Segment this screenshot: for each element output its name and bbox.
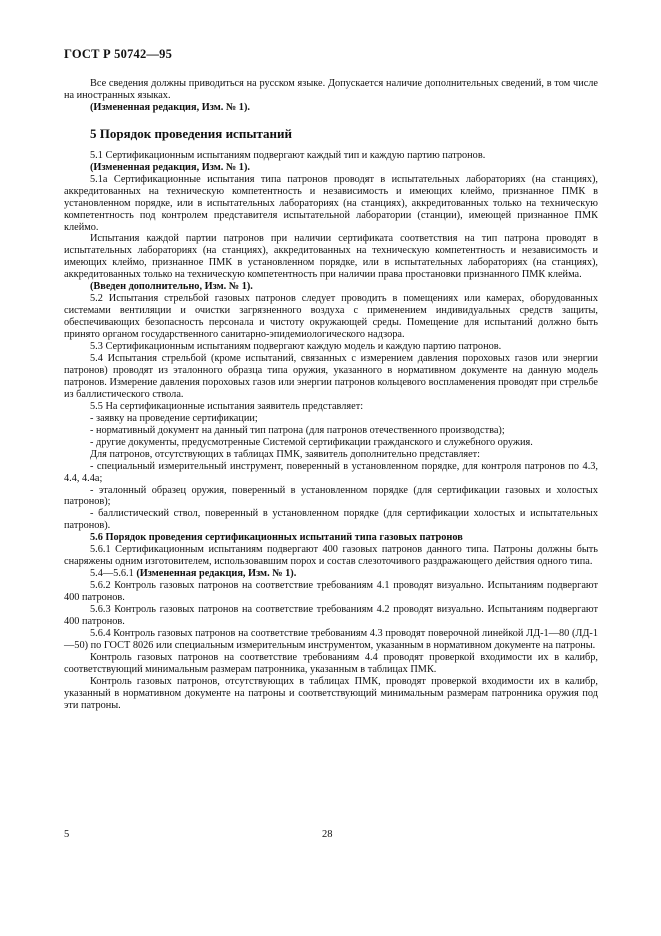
bold-note: (Измененная редакция, Изм. № 1). — [90, 101, 250, 113]
paragraph: - баллистический ствол, поверенный в установленном порядке (для сертификации холостых и испытательных патронов). — [64, 508, 598, 532]
paragraph: 5.3 Сертификационным испытаниям подвергают каждую модель и каждую партию патронов. — [90, 341, 502, 353]
section-heading: 5 Порядок проведения испытаний — [90, 125, 292, 141]
paragraph: 5.6.2 Контроль газовых патронов на соответствие требованиям 4.1 проводят визуально. Испытаниям подвергают 400 патронов. — [64, 580, 598, 604]
paragraph: - нормативный документ на данный тип патрона (для патронов отечественного производства); — [90, 424, 505, 436]
paragraph: Для патронов, отсутствующих в таблицах ПМК, заявитель дополнительно представляет: — [90, 448, 481, 460]
amendment-note — [64, 568, 598, 580]
paragraph: 5.6.1 Сертификационным испытаниям подвергают 400 газовых патронов данного типа. Патроны должны быть снаряжены одним изготовителем, использовавшим порох и состав слезоточивого раздражающего действия одного типа. — [64, 544, 598, 568]
amendment-label: (Измененная редакция, Изм. № 1). — [136, 568, 297, 580]
paragraph: 5.2 Испытания стрельбой газовых патронов следует проводить в помещениях или камерах, оборудованных системами вентиляции и очистки загрязненного воздуха с применением индивидуальных средств защиты, обеспечивающих безопасность персонала и чистоту окружающей среды. Помещение для испытаний должно быть принято органом государственного санитарно-эпидемиологического надзора. — [64, 293, 598, 341]
clause-range: 5.4—5.6.1 — [90, 568, 134, 580]
paragraph: Контроль газовых патронов на соответствие требованиям 4.4 проводят проверкой входимости их в калибр, соответствующий минимальным размерам патронника, указанным в таблицах ПМК. — [64, 651, 598, 675]
paragraph: 5.6.3 Контроль газовых патронов на соответствие требованиям 4.2 проводят визуально. Испытаниям подвергают 400 патронов. — [64, 604, 598, 627]
standard-header: ГОСТ Р 50742—95 — [64, 47, 173, 61]
paragraph: 5.6.4 Контроль газовых патронов на соответствие требованиям 4.3 проводят поверочной линейкой ЛД-1—80 (ЛД-1—50) по ГОСТ 8026 или специальным измерительным инструментом, указанным в нормативном документе на патроны. — [64, 627, 598, 651]
paragraph: - специальный измерительный инструмент, поверенный в установленном порядке, для контроля патронов по 4.3, 4.4, 4.4а; — [64, 460, 598, 484]
paragraph: 5.4 Испытания стрельбой (кроме испытаний, связанных с измерением давления пороховых газов или энергии патронов) проводят из эталонного образца типа оружия, указанного в нормативном документе на данную модель патронов. Измерение давления пороховых газов или энергии патронов кольцевого воспламенения проводят при стрельбе из баллистического ствола. — [64, 353, 598, 400]
paragraph: 5.1 Сертификационным испытаниям подвергают каждый тип и каждую партию патронов. — [90, 149, 486, 161]
page-number: 28 — [322, 829, 333, 840]
paragraph: 5.5 На сертификационные испытания заявитель представляет: — [90, 400, 364, 412]
paragraph: 5.1а Сертификационные испытания типа патронов проводят в испытательных лабораториях (на станциях), аккредитованных на техническую компетентность и независимость и имеющих клеймо, признанное ПМК в установленном порядке, или в испытательных лабораториях (на станциях), аккредитованных только на техническую компетентность под контролем представителя испытательной лаборатории (станции), имеющей признанное ПМК клеймо. — [64, 173, 598, 233]
paragraph: Испытания каждой партии патронов при наличии сертификата соответствия на тип патрона проводят в испытательных лабораториях (на станциях), аккредитованных на техническую компетентность и независимость и имеющих клеймо, признанное ПМК в установленном порядке, или в испытательных лабораториях (на станциях), аккредитованных только на техническую компетентность при наличии права простановки признанного ПМК клейма. — [64, 233, 598, 281]
bold-note: 5.6 Порядок проведения сертификационных испытаний типа газовых патронов — [90, 532, 463, 544]
paragraph: - заявку на проведение сертификации; — [90, 412, 258, 424]
footer-left-mark: 5 — [64, 829, 70, 840]
paragraph: Все сведения должны приводиться на русском языке. Допускается наличие дополнительных сведений, в том числе на иностранных языках. — [64, 78, 598, 101]
paragraph: Контроль газовых патронов, отсутствующих в таблицах ПМК, проводят проверкой входимости их в калибр, указанный в нормативном документе на патроны и соответствующий минимальным размерам патронника оружия под эти патроны. — [64, 675, 598, 711]
bold-note: (Измененная редакция, Изм. № 1). — [90, 161, 250, 173]
document-body — [64, 78, 598, 712]
bold-note: (Введен дополнительно, Изм. № 1). — [90, 281, 253, 293]
paragraph: - другие документы, предусмотренные Системой сертификации гражданского и служебного оружия. — [90, 436, 533, 448]
paragraph: - эталонный образец оружия, поверенный в установленном порядке (для сертификации газовых и холостых патронов); — [64, 484, 598, 508]
